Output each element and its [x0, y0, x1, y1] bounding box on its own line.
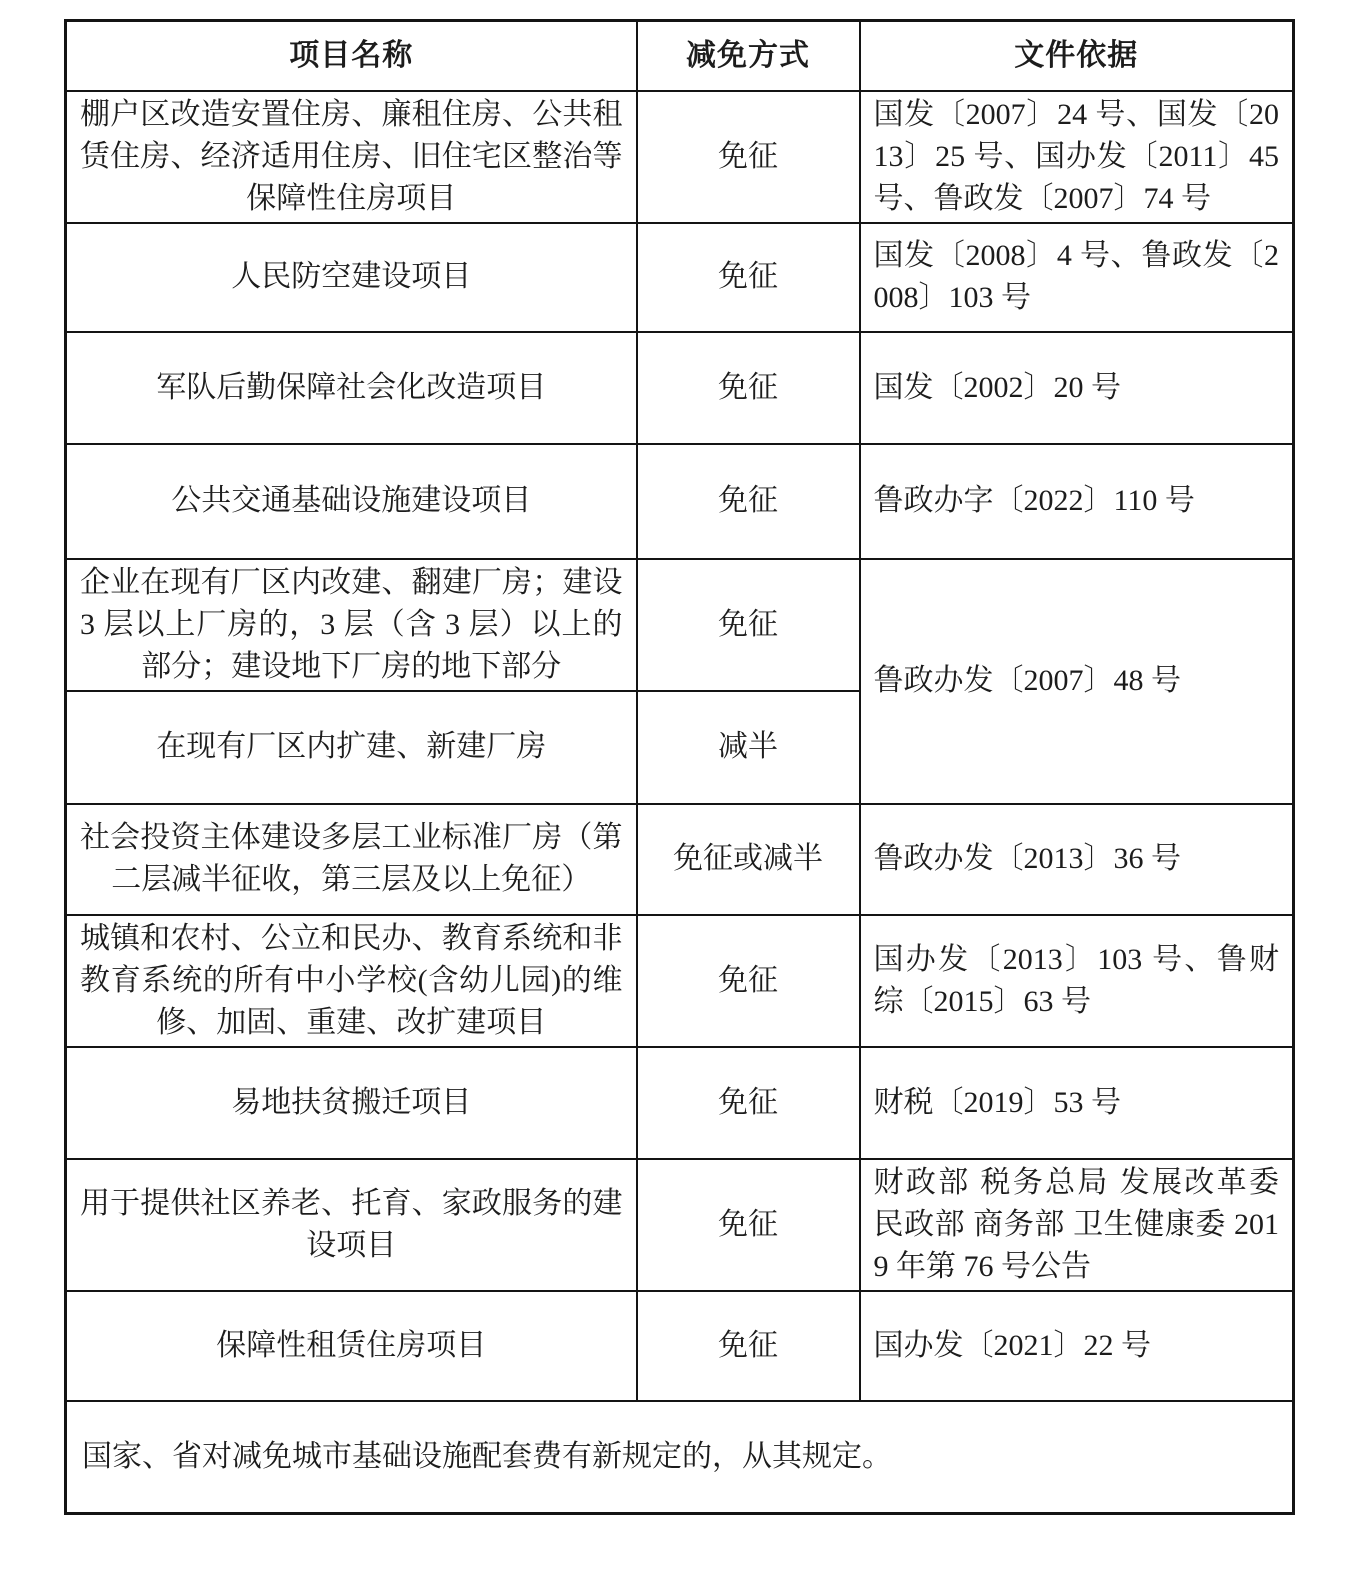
document-basis-cell: 国发〔2002〕20 号 — [860, 332, 1294, 444]
project-name-cell: 企业在现有厂区内改建、翻建厂房；建设 3 层以上厂房的，3 层（含 3 层）以上的部分；建设地下厂房的地下部分 — [66, 559, 637, 691]
reduction-method-cell: 免征 — [637, 1047, 860, 1159]
reduction-method-cell: 免征 — [637, 559, 860, 691]
reduction-method-cell: 免征 — [637, 91, 860, 223]
column-header-project-name: 项目名称 — [66, 21, 637, 91]
document-basis-cell: 财政部 税务总局 发展改革委 民政部 商务部 卫生健康委 2019 年第 76 号公告 — [860, 1159, 1294, 1291]
footer-row — [66, 1401, 1294, 1514]
table-row — [66, 1291, 1294, 1401]
reduction-method-cell: 免征 — [637, 1291, 860, 1401]
reduction-method-cell: 免征 — [637, 1159, 860, 1291]
document-basis-cell: 国办发〔2013〕103 号、鲁财综〔2015〕63 号 — [860, 915, 1294, 1047]
footer-note-cell: 国家、省对减免城市基础设施配套费有新规定的，从其规定。 — [66, 1401, 1294, 1514]
header-row — [66, 21, 1294, 91]
table-row — [66, 91, 1294, 223]
project-name-cell: 社会投资主体建设多层工业标准厂房（第二层减半征收，第三层及以上免征） — [66, 804, 637, 915]
project-name-cell: 军队后勤保障社会化改造项目 — [66, 332, 637, 444]
reduction-method-cell: 免征 — [637, 915, 860, 1047]
table-row — [66, 915, 1294, 1047]
project-name-cell: 棚户区改造安置住房、廉租住房、公共租赁住房、经济适用住房、旧住宅区整治等保障性住房项目 — [66, 91, 637, 223]
document-basis-cell: 国发〔2008〕4 号、鲁政发〔2008〕103 号 — [860, 223, 1294, 332]
table-row — [66, 444, 1294, 559]
reduction-method-cell: 免征 — [637, 332, 860, 444]
project-name-cell: 在现有厂区内扩建、新建厂房 — [66, 691, 637, 804]
document-basis-cell-merged: 鲁政办发〔2007〕48 号 — [860, 559, 1294, 804]
column-header-reduction-method: 减免方式 — [637, 21, 860, 91]
table-row — [66, 1047, 1294, 1159]
table-row — [66, 223, 1294, 332]
document-basis-cell: 国办发〔2021〕22 号 — [860, 1291, 1294, 1401]
project-name-cell: 人民防空建设项目 — [66, 223, 637, 332]
fee-reduction-table — [64, 19, 1295, 1515]
table-row — [66, 559, 1294, 691]
project-name-cell: 保障性租赁住房项目 — [66, 1291, 637, 1401]
project-name-cell: 城镇和农村、公立和民办、教育系统和非教育系统的所有中小学校(含幼儿园)的维修、加固、重建、改扩建项目 — [66, 915, 637, 1047]
reduction-method-cell: 减半 — [637, 691, 860, 804]
project-name-cell: 用于提供社区养老、托育、家政服务的建设项目 — [66, 1159, 637, 1291]
document-basis-cell: 财税〔2019〕53 号 — [860, 1047, 1294, 1159]
project-name-cell: 公共交通基础设施建设项目 — [66, 444, 637, 559]
reduction-method-cell: 免征 — [637, 223, 860, 332]
table-row — [66, 332, 1294, 444]
document-basis-cell: 国发〔2007〕24 号、国发〔2013〕25 号、国办发〔2011〕45 号、鲁政发〔2007〕74 号 — [860, 91, 1294, 223]
table-row — [66, 1159, 1294, 1291]
reduction-method-cell: 免征或减半 — [637, 804, 860, 915]
document-basis-cell: 鲁政办发〔2013〕36 号 — [860, 804, 1294, 915]
column-header-document-basis: 文件依据 — [860, 21, 1294, 91]
table-row — [66, 804, 1294, 915]
reduction-method-cell: 免征 — [637, 444, 860, 559]
document-basis-cell: 鲁政办字〔2022〕110 号 — [860, 444, 1294, 559]
project-name-cell: 易地扶贫搬迁项目 — [66, 1047, 637, 1159]
